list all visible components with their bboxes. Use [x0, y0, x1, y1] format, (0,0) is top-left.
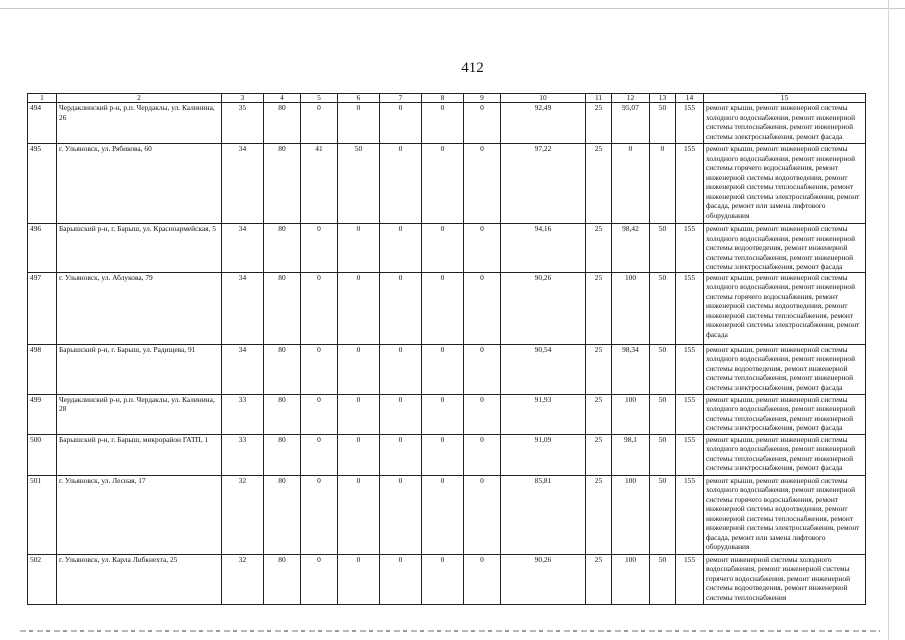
value-cell: 0: [338, 272, 380, 344]
table-row: [28, 224, 866, 273]
column-number-cell: 13: [650, 94, 676, 103]
value-cell: 0: [422, 224, 464, 273]
value-cell: 94,16: [501, 224, 586, 273]
works-cell: ремонт крыши, ремонт инженерной системы холодного водоснабжения, ремонт инженерной системы горячего водоснабжения, ремонт инженерной системы водоотведения, ремонт инженерной системы теплоснабжения, ремонт инженерной системы электроснабжения, ремонт фасада, ремонт или замена лифтового оборудования: [704, 144, 866, 224]
value-cell: 0: [338, 475, 380, 554]
value-cell: 100: [612, 554, 650, 604]
column-number-cell: 7: [380, 94, 422, 103]
value-cell: 155: [676, 144, 704, 224]
value-cell: 0: [301, 224, 338, 273]
value-cell: 80: [264, 344, 301, 394]
value-cell: 0: [612, 144, 650, 224]
value-cell: 155: [676, 475, 704, 554]
value-cell: 85,81: [501, 475, 586, 554]
value-cell: 34: [222, 144, 264, 224]
value-cell: 34: [222, 272, 264, 344]
value-cell: 0: [422, 475, 464, 554]
value-cell: 0: [338, 344, 380, 394]
value-cell: 33: [222, 394, 264, 434]
value-cell: 50: [650, 344, 676, 394]
works-cell: ремонт крыши, ремонт инженерной системы холодного водоснабжения, ремонт инженерной системы теплоснабжения, ремонт инженерной системы электроснабжения, ремонт фасада: [704, 103, 866, 144]
works-cell: ремонт крыши, ремонт инженерной системы холодного водоснабжения, ремонт инженерной системы горячего водоснабжения, ремонт инженерной системы водоотведения, ремонт инженерной системы теплоснабжения, ремонт инженерной системы электроснабжения, ремонт фасада, ремонт или замена лифтового оборудования: [704, 475, 866, 554]
column-number-cell: 1: [28, 94, 57, 103]
value-cell: 25: [586, 224, 612, 273]
value-cell: 0: [650, 144, 676, 224]
address-cell: г. Ульяновск, ул. Карла Либкнехта, 25: [57, 554, 222, 604]
value-cell: 50: [338, 144, 380, 224]
address-cell: Чердаклинский р-н, р.п. Чердаклы, ул. Калинина, 26: [57, 103, 222, 144]
value-cell: 80: [264, 224, 301, 273]
value-cell: 80: [264, 394, 301, 434]
address-cell: Чердаклинский р-н, р.п. Чердаклы, ул. Калинина, 28: [57, 394, 222, 434]
column-number-cell: 2: [57, 94, 222, 103]
address-cell: г. Ульяновск, ул. Лесная, 17: [57, 475, 222, 554]
column-number-cell: 3: [222, 94, 264, 103]
value-cell: 0: [380, 475, 422, 554]
value-cell: 80: [264, 272, 301, 344]
value-cell: 0: [301, 394, 338, 434]
table-row: [28, 144, 866, 224]
value-cell: 80: [264, 554, 301, 604]
value-cell: 80: [264, 103, 301, 144]
value-cell: 0: [464, 344, 501, 394]
address-cell: Барышский р-н, г. Барыш, ул. Радищева, 91: [57, 344, 222, 394]
value-cell: 0: [338, 554, 380, 604]
value-cell: 0: [301, 272, 338, 344]
works-cell: ремонт крыши, ремонт инженерной системы холодного водоснабжения, ремонт инженерной системы теплоснабжения, ремонт инженерной системы электроснабжения, ремонт фасада: [704, 394, 866, 434]
works-cell: ремонт инженерной системы холодного водоснабжения, ремонт инженерной системы горячего водоснабжения, ремонт инженерной системы водоотведения, ремонт инженерной системы теплоснабжения: [704, 554, 866, 604]
column-number-cell: 10: [501, 94, 586, 103]
value-cell: 50: [650, 224, 676, 273]
value-cell: 25: [586, 103, 612, 144]
value-cell: 0: [380, 394, 422, 434]
value-cell: 32: [222, 554, 264, 604]
value-cell: 0: [380, 144, 422, 224]
table-row: [28, 475, 866, 554]
value-cell: 0: [464, 144, 501, 224]
value-cell: 0: [380, 272, 422, 344]
value-cell: 25: [586, 272, 612, 344]
row-number-cell: 502: [28, 554, 57, 604]
column-number-cell: 8: [422, 94, 464, 103]
value-cell: 0: [422, 394, 464, 434]
value-cell: 0: [380, 434, 422, 475]
scan-right-edge: [888, 0, 889, 640]
value-cell: 155: [676, 344, 704, 394]
value-cell: 98,42: [612, 224, 650, 273]
value-cell: 0: [422, 554, 464, 604]
table-row: [28, 344, 866, 394]
value-cell: 0: [422, 272, 464, 344]
value-cell: 0: [301, 344, 338, 394]
value-cell: 0: [464, 103, 501, 144]
value-cell: 155: [676, 434, 704, 475]
value-cell: 92,49: [501, 103, 586, 144]
column-number-row: [28, 94, 866, 103]
value-cell: 80: [264, 475, 301, 554]
value-cell: 80: [264, 434, 301, 475]
value-cell: 155: [676, 394, 704, 434]
value-cell: 90,26: [501, 554, 586, 604]
value-cell: 0: [464, 394, 501, 434]
value-cell: 50: [650, 554, 676, 604]
value-cell: 0: [380, 554, 422, 604]
scan-top-edge: [0, 8, 905, 9]
row-number-cell: 495: [28, 144, 57, 224]
value-cell: 95,07: [612, 103, 650, 144]
value-cell: 25: [586, 434, 612, 475]
value-cell: 25: [586, 554, 612, 604]
value-cell: 32: [222, 475, 264, 554]
value-cell: 41: [301, 144, 338, 224]
value-cell: 50: [650, 103, 676, 144]
value-cell: 34: [222, 344, 264, 394]
value-cell: 0: [422, 434, 464, 475]
value-cell: 0: [338, 434, 380, 475]
row-number-cell: 494: [28, 103, 57, 144]
row-number-cell: 500: [28, 434, 57, 475]
column-number-cell: 15: [704, 94, 866, 103]
value-cell: 0: [338, 394, 380, 434]
value-cell: 80: [264, 144, 301, 224]
value-cell: 97,22: [501, 144, 586, 224]
value-cell: 90,54: [501, 344, 586, 394]
address-cell: Барышский р-н, г. Барыш, ул. Красноармейская, 5: [57, 224, 222, 273]
address-cell: г. Ульяновск, ул. Аблукова, 79: [57, 272, 222, 344]
table-row: [28, 554, 866, 604]
works-cell: ремонт крыши, ремонт инженерной системы холодного водоснабжения, ремонт инженерной системы теплоснабжения, ремонт инженерной системы электроснабжения, ремонт фасада: [704, 434, 866, 475]
value-cell: 0: [338, 224, 380, 273]
works-cell: ремонт крыши, ремонт инженерной системы холодного водоснабжения, ремонт инженерной системы водоотведения, ремонт инженерной системы теплоснабжения, ремонт инженерной системы электроснабжения, ремонт фасада: [704, 344, 866, 394]
value-cell: 0: [301, 475, 338, 554]
table-row: [28, 434, 866, 475]
value-cell: 100: [612, 272, 650, 344]
value-cell: 25: [586, 475, 612, 554]
table-row: [28, 272, 866, 344]
value-cell: 25: [586, 344, 612, 394]
value-cell: 0: [422, 344, 464, 394]
works-cell: ремонт крыши, ремонт инженерной системы холодного водоснабжения, ремонт инженерной системы водоотведения, ремонт инженерной системы теплоснабжения, ремонт инженерной системы электроснабжения, ремонт фасада: [704, 224, 866, 273]
value-cell: 0: [464, 554, 501, 604]
value-cell: 100: [612, 475, 650, 554]
column-number-cell: 6: [338, 94, 380, 103]
value-cell: 35: [222, 103, 264, 144]
row-number-cell: 496: [28, 224, 57, 273]
register-table: [27, 93, 866, 605]
value-cell: 25: [586, 144, 612, 224]
scan-bottom-edge: [20, 630, 880, 632]
table-row: [28, 103, 866, 144]
value-cell: 50: [650, 434, 676, 475]
value-cell: 91,09: [501, 434, 586, 475]
value-cell: 33: [222, 434, 264, 475]
value-cell: 155: [676, 103, 704, 144]
value-cell: 0: [301, 103, 338, 144]
column-number-cell: 5: [301, 94, 338, 103]
table-row: [28, 394, 866, 434]
value-cell: 155: [676, 554, 704, 604]
address-cell: Барышский р-н, г. Барыш, микрорайон ГАТП, 1: [57, 434, 222, 475]
value-cell: 0: [422, 103, 464, 144]
column-number-cell: 4: [264, 94, 301, 103]
value-cell: 90,26: [501, 272, 586, 344]
value-cell: 25: [586, 394, 612, 434]
value-cell: 50: [650, 394, 676, 434]
works-cell: ремонт крыши, ремонт инженерной системы холодного водоснабжения, ремонт инженерной системы горячего водоснабжения, ремонт инженерной системы водоотведения, ремонт инженерной системы теплоснабжения, ремонт инженерной системы электроснабжения, ремонт фасада: [704, 272, 866, 344]
value-cell: 0: [464, 475, 501, 554]
page-number: 412: [461, 60, 484, 76]
value-cell: 0: [338, 103, 380, 144]
value-cell: 155: [676, 224, 704, 273]
value-cell: 0: [464, 272, 501, 344]
value-cell: 0: [422, 144, 464, 224]
value-cell: 91,93: [501, 394, 586, 434]
value-cell: 0: [380, 344, 422, 394]
row-number-cell: 501: [28, 475, 57, 554]
row-number-cell: 499: [28, 394, 57, 434]
value-cell: 0: [301, 554, 338, 604]
column-number-cell: 12: [612, 94, 650, 103]
value-cell: 50: [650, 475, 676, 554]
row-number-cell: 497: [28, 272, 57, 344]
value-cell: 34: [222, 224, 264, 273]
column-number-cell: 11: [586, 94, 612, 103]
column-number-cell: 9: [464, 94, 501, 103]
value-cell: 50: [650, 272, 676, 344]
value-cell: 0: [301, 434, 338, 475]
value-cell: 0: [464, 224, 501, 273]
value-cell: 0: [380, 103, 422, 144]
value-cell: 98,1: [612, 434, 650, 475]
value-cell: 98,34: [612, 344, 650, 394]
row-number-cell: 498: [28, 344, 57, 394]
value-cell: 0: [380, 224, 422, 273]
address-cell: г. Ульяновск, ул. Рябикова, 60: [57, 144, 222, 224]
value-cell: 0: [464, 434, 501, 475]
value-cell: 100: [612, 394, 650, 434]
column-number-cell: 14: [676, 94, 704, 103]
value-cell: 155: [676, 272, 704, 344]
